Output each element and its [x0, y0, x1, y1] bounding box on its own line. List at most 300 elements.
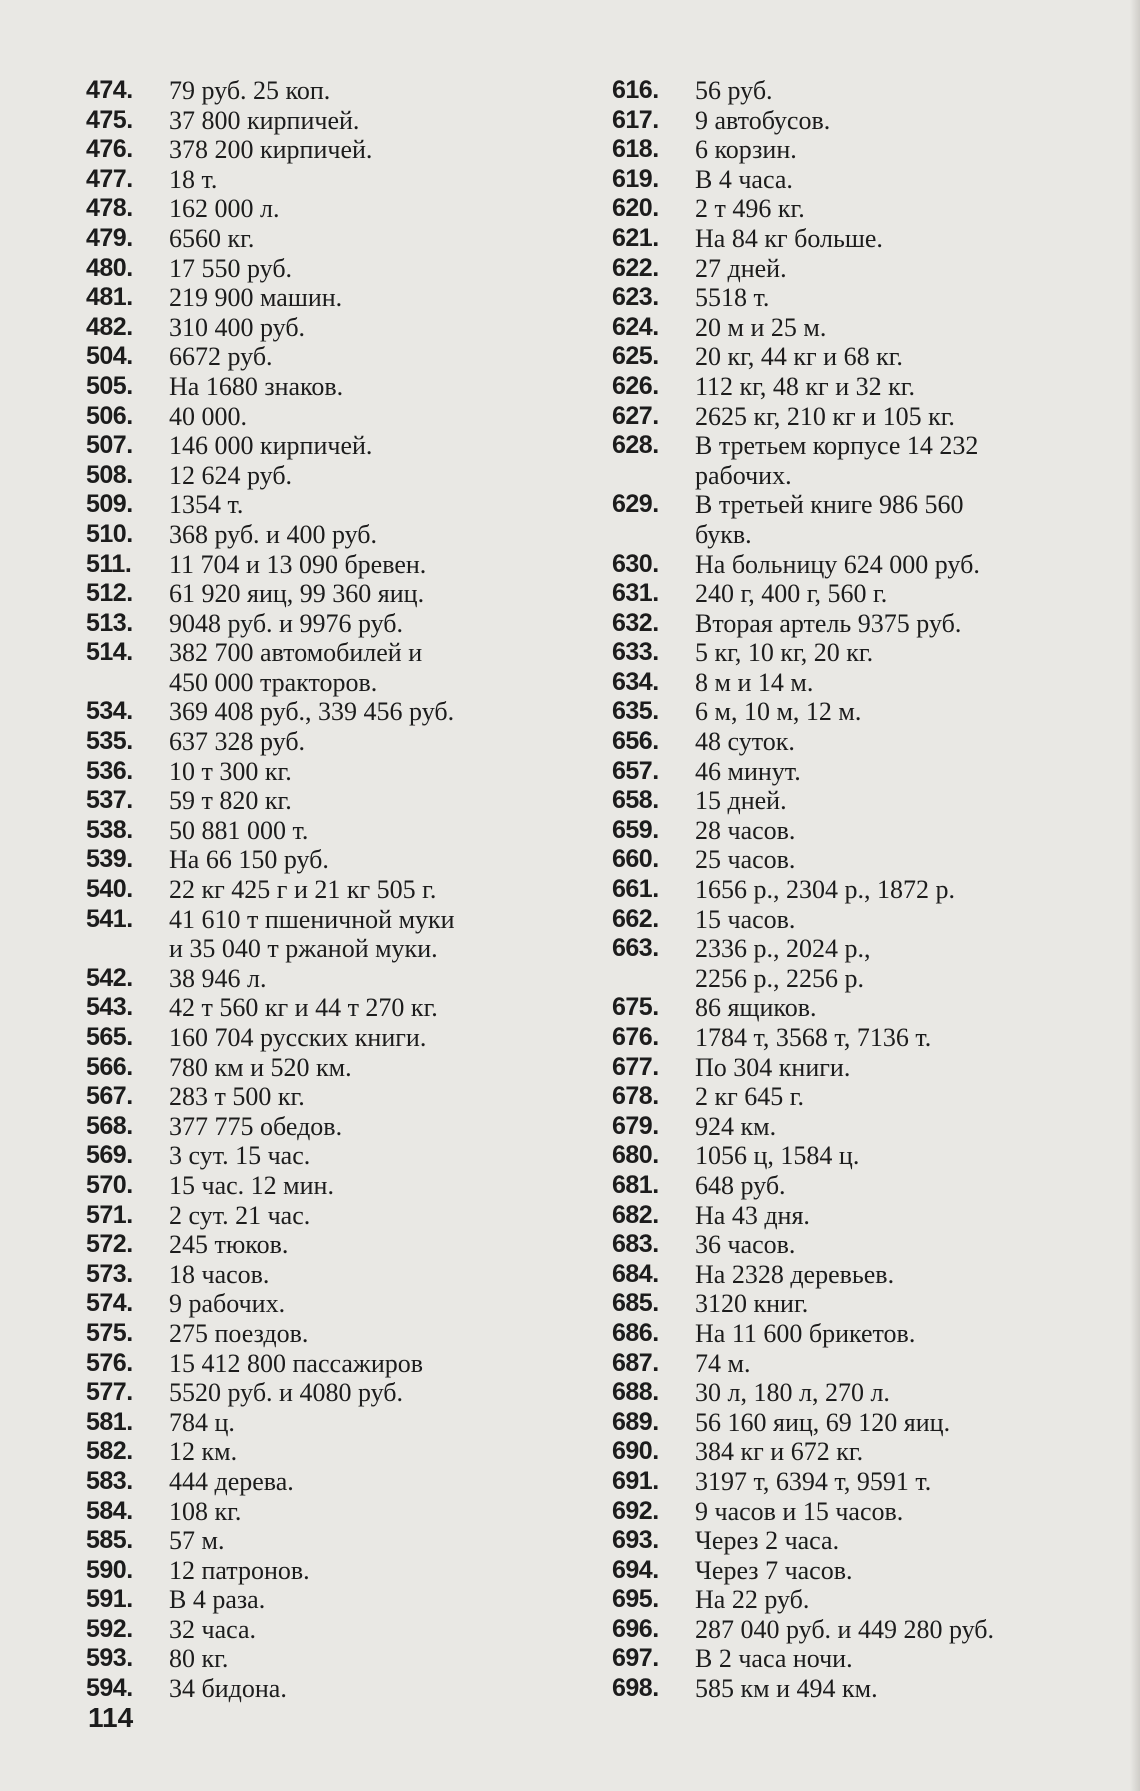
answer-entry	[612, 1112, 1092, 1142]
answer-text: По 304 книги.	[695, 1052, 851, 1082]
answer-entry	[86, 845, 556, 875]
answer-text: 3 сут. 15 час.	[169, 1141, 311, 1171]
answer-text: 12 патронов.	[169, 1555, 310, 1585]
answer-entry	[612, 1082, 1092, 1112]
answer-entry	[612, 1644, 1092, 1674]
answer-entry	[612, 638, 1092, 668]
answer-entry	[86, 697, 556, 727]
answer-text: 648 руб.	[695, 1170, 786, 1200]
problem-number: 688.	[612, 1378, 659, 1407]
answer-entry	[612, 224, 1092, 254]
answer-text: В 4 часа.	[695, 164, 793, 194]
problem-number: 680.	[612, 1141, 659, 1170]
answer-entry	[86, 1082, 556, 1112]
answer-entry	[86, 372, 556, 402]
problem-number: 692.	[612, 1496, 659, 1525]
problem-number: 628.	[612, 431, 659, 460]
answer-text: 245 тюков.	[169, 1230, 289, 1260]
answer-text: На 84 кг больше.	[695, 223, 883, 253]
answer-text: 9 часов и 15 часов.	[695, 1496, 904, 1526]
answer-text: 378 200 кирпичей.	[169, 135, 373, 165]
answer-entry	[612, 757, 1092, 787]
answer-text: 15 412 800 пассажиров	[169, 1348, 424, 1378]
answer-text: 368 руб. и 400 руб.	[169, 519, 377, 549]
problem-number: 506.	[86, 401, 133, 430]
answer-text: На 43 дня.	[695, 1200, 810, 1230]
problem-number: 571.	[86, 1200, 133, 1229]
answer-text: 5518 т.	[695, 283, 770, 313]
answer-text: 57 м.	[169, 1526, 225, 1556]
page-number: 114	[88, 1702, 134, 1733]
answer-text: 5520 руб. и 4080 руб.	[169, 1378, 403, 1408]
answer-entry	[86, 609, 556, 639]
answer-text: 9048 руб. и 9976 руб.	[169, 608, 403, 638]
answer-entry	[86, 490, 556, 520]
problem-number: 543.	[86, 993, 133, 1022]
problem-number: 663.	[612, 934, 659, 963]
answer-entry	[86, 1497, 556, 1527]
answer-text: 34 бидона.	[169, 1674, 287, 1704]
problem-number: 629.	[612, 490, 659, 519]
answer-entry	[86, 1289, 556, 1319]
answer-text: 17 550 руб.	[169, 253, 293, 283]
answer-text: 50 881 000 т.	[169, 815, 309, 845]
answer-entry	[612, 372, 1092, 402]
answer-entry	[86, 1319, 556, 1349]
problem-number: 590.	[86, 1555, 133, 1584]
answer-text: На 1680 знаков.	[169, 371, 344, 401]
answer-entry	[86, 816, 556, 846]
answer-entry	[612, 342, 1092, 372]
answer-text: 6 корзин.	[695, 135, 797, 165]
answer-entry	[86, 1437, 556, 1467]
answer-text: 42 т 560 кг и 44 т 270 кг.	[169, 993, 438, 1023]
answer-text: Через 7 часов.	[695, 1555, 853, 1585]
answer-text: 283 т 500 кг.	[169, 1082, 305, 1112]
answer-entry	[612, 1289, 1092, 1319]
answer-entry	[86, 1201, 556, 1231]
answer-text: 108 кг.	[169, 1496, 242, 1526]
answer-text: 37 800 кирпичей.	[169, 105, 360, 135]
answer-text: 637 328 руб.	[169, 727, 306, 757]
answer-entry	[86, 905, 556, 964]
problem-number: 584.	[86, 1496, 133, 1525]
answer-entry	[612, 1230, 1092, 1260]
problem-number: 476.	[86, 135, 133, 164]
answer-entry	[612, 254, 1092, 284]
answer-entry	[612, 1171, 1092, 1201]
problem-number: 681.	[612, 1170, 659, 1199]
answer-text: В 4 раза.	[169, 1585, 266, 1615]
problem-number: 594.	[86, 1674, 133, 1703]
answer-text: В третьем корпусе 14 232 рабочих.	[695, 431, 979, 490]
problem-number: 630.	[612, 549, 659, 578]
answer-entry	[86, 727, 556, 757]
answer-text: 38 946 л.	[169, 963, 267, 993]
answer-text: 112 кг, 48 кг и 32 кг.	[695, 371, 915, 401]
answer-text: 5 кг, 10 кг, 20 кг.	[695, 638, 874, 668]
answer-text: 1656 р., 2304 р., 1872 р.	[695, 875, 955, 905]
answer-entry	[86, 283, 556, 313]
answer-entry	[612, 550, 1092, 580]
problem-number: 477.	[86, 164, 133, 193]
page-edge	[1130, 0, 1140, 1791]
answer-entry	[612, 1467, 1092, 1497]
answer-text: 18 т.	[169, 164, 218, 194]
answer-text: 56 160 яиц, 69 120 яиц.	[695, 1407, 951, 1437]
answer-entry	[612, 934, 1092, 993]
answer-entry	[86, 638, 556, 697]
answer-entry	[86, 1023, 556, 1053]
answer-entry	[86, 1615, 556, 1645]
problem-number: 660.	[612, 845, 659, 874]
answer-text: 9 рабочих.	[169, 1289, 286, 1319]
problem-number: 575.	[86, 1318, 133, 1347]
answer-text: 40 000.	[169, 401, 247, 431]
problem-number: 618.	[612, 135, 659, 164]
answer-entry	[86, 194, 556, 224]
problem-number: 687.	[612, 1348, 659, 1377]
problem-number: 505.	[86, 371, 133, 400]
answer-text: 369 408 руб., 339 456 руб.	[169, 697, 455, 727]
answer-entry	[86, 1408, 556, 1438]
answer-entry	[86, 224, 556, 254]
answer-entry	[86, 1349, 556, 1379]
problem-number: 511.	[86, 549, 132, 578]
answer-entry	[612, 135, 1092, 165]
answer-text: 924 км.	[695, 1111, 777, 1141]
problem-number: 539.	[86, 845, 133, 874]
problem-number: 622.	[612, 253, 659, 282]
problem-number: 656.	[612, 727, 659, 756]
problem-number: 577.	[86, 1378, 133, 1407]
problem-number: 631.	[612, 579, 659, 608]
answers-column-left	[86, 76, 556, 1704]
answer-text: 59 т 820 кг.	[169, 786, 292, 816]
answer-text: На 2328 деревьев.	[695, 1259, 895, 1289]
problem-number: 581.	[86, 1407, 133, 1436]
problem-number: 617.	[612, 105, 659, 134]
problem-number: 684.	[612, 1259, 659, 1288]
answer-text: 8 м и 14 м.	[695, 667, 814, 697]
problem-number: 694.	[612, 1555, 659, 1584]
answer-entry	[612, 431, 1092, 490]
problem-number: 633.	[612, 638, 659, 667]
answer-entry	[612, 1141, 1092, 1171]
answer-text: 20 м и 25 м.	[695, 312, 827, 342]
problem-number: 676.	[612, 1023, 659, 1051]
problem-number: 504.	[86, 342, 133, 371]
answer-entry	[86, 1378, 556, 1408]
answer-entry	[86, 1585, 556, 1615]
problem-number: 512.	[86, 579, 133, 608]
answer-entry	[86, 757, 556, 787]
problem-number: 690.	[612, 1437, 659, 1466]
problem-number: 625.	[612, 342, 659, 371]
problem-number: 592.	[86, 1614, 133, 1643]
answer-text: 146 000 кирпичей.	[169, 431, 373, 461]
answer-entry	[612, 1378, 1092, 1408]
answer-text: На 11 600 брикетов.	[695, 1318, 916, 1348]
answer-entry	[612, 1349, 1092, 1379]
answer-text: 2 сут. 21 час.	[169, 1200, 311, 1230]
problem-number: 576.	[86, 1348, 133, 1377]
problem-number: 583.	[86, 1466, 133, 1495]
answer-text: 2 кг 645 г.	[695, 1082, 805, 1112]
problem-number: 657.	[612, 756, 659, 785]
answer-entry	[612, 786, 1092, 816]
answer-entry	[86, 1644, 556, 1674]
problem-number: 569.	[86, 1141, 133, 1170]
problem-number: 574.	[86, 1289, 133, 1318]
answer-entry	[86, 964, 556, 994]
problem-number: 658.	[612, 786, 659, 815]
problem-number: 534.	[86, 697, 133, 726]
answer-text: 12 624 руб.	[169, 460, 293, 490]
problem-number: 540.	[86, 875, 133, 904]
answer-text: 2625 кг, 210 кг и 105 кг.	[695, 401, 955, 431]
problem-number: 621.	[612, 223, 659, 252]
problem-number: 591.	[86, 1585, 133, 1614]
answer-entry	[86, 1141, 556, 1171]
answer-text: 1056 ц, 1584 ц.	[695, 1141, 860, 1171]
problem-number: 475.	[86, 105, 133, 134]
answer-text: 25 часов.	[695, 845, 796, 875]
problem-number: 627.	[612, 401, 659, 430]
answer-entry	[612, 579, 1092, 609]
answers-column-right	[612, 76, 1092, 1704]
answer-entry	[612, 816, 1092, 846]
answer-text: 780 км и 520 км.	[169, 1052, 352, 1082]
answer-text: 784 ц.	[169, 1407, 235, 1437]
answer-entry	[612, 1023, 1092, 1053]
problem-number: 536.	[86, 756, 133, 785]
problem-number: 513.	[86, 608, 133, 637]
answer-text: 61 920 яиц, 99 360 яиц.	[169, 579, 425, 609]
answer-text: На 66 150 руб.	[169, 845, 329, 875]
answer-entry	[612, 1615, 1092, 1645]
answer-entry	[612, 697, 1092, 727]
answer-text: На 22 руб.	[695, 1585, 810, 1615]
problem-number: 619.	[612, 164, 659, 193]
answer-entry	[86, 786, 556, 816]
answer-text: На больницу 624 000 руб.	[695, 549, 980, 579]
answer-text: 382 700 автомобилей и 450 000 тракторов.	[169, 638, 423, 697]
answer-text: В 2 часа ночи.	[695, 1644, 853, 1674]
answer-text: 27 дней.	[695, 253, 787, 283]
answer-entry	[86, 165, 556, 195]
answer-entry	[612, 668, 1092, 698]
answer-text: 6672 руб.	[169, 342, 273, 372]
answer-text: 28 часов.	[695, 815, 796, 845]
answer-entry	[86, 461, 556, 491]
answer-entry	[86, 1053, 556, 1083]
answer-text: 3120 книг.	[695, 1289, 809, 1319]
answer-text: 79 руб. 25 коп.	[169, 76, 331, 105]
answer-entry	[612, 165, 1092, 195]
problem-number: 585.	[86, 1526, 133, 1555]
problem-number: 508.	[86, 460, 133, 489]
answer-text: 2 т 496 кг.	[695, 194, 805, 224]
answer-entry	[86, 1230, 556, 1260]
problem-number: 696.	[612, 1614, 659, 1643]
answer-entry	[612, 1053, 1092, 1083]
answer-text: 80 кг.	[169, 1644, 229, 1674]
answer-text: Через 2 часа.	[695, 1526, 840, 1556]
answer-text: 30 л, 180 л, 270 л.	[695, 1378, 890, 1408]
answer-entry	[612, 1585, 1092, 1615]
problem-number: 679.	[612, 1111, 659, 1140]
problem-number: 566.	[86, 1052, 133, 1081]
answer-text: 9 автобусов.	[695, 105, 831, 135]
problem-number: 623.	[612, 283, 659, 312]
answer-entry	[612, 1260, 1092, 1290]
answer-entry	[86, 135, 556, 165]
answer-entry	[86, 342, 556, 372]
answer-text: 56 руб.	[695, 76, 773, 105]
answer-text: 74 м.	[695, 1348, 751, 1378]
answer-text: 1784 т, 3568 т, 7136 т.	[695, 1023, 932, 1052]
answer-entry	[86, 254, 556, 284]
problem-number: 573.	[86, 1259, 133, 1288]
answer-entry	[86, 1112, 556, 1142]
problem-number: 568.	[86, 1111, 133, 1140]
answer-entry	[612, 905, 1092, 935]
answer-entry	[86, 76, 556, 106]
problem-number: 662.	[612, 904, 659, 933]
answer-text: 15 часов.	[695, 904, 796, 934]
problem-number: 582.	[86, 1437, 133, 1466]
problem-number: 593.	[86, 1644, 133, 1673]
answer-text: 15 дней.	[695, 786, 787, 816]
problem-number: 677.	[612, 1052, 659, 1081]
answer-text: 22 кг 425 г и 21 кг 505 г.	[169, 875, 437, 905]
answer-entry	[612, 727, 1092, 757]
problem-number: 678.	[612, 1082, 659, 1111]
answer-text: 18 часов.	[169, 1259, 270, 1289]
problem-number: 514.	[86, 638, 133, 667]
problem-number: 572.	[86, 1230, 133, 1259]
answer-text: 2336 р., 2024 р., 2256 р., 2256 р.	[695, 934, 871, 993]
answer-text: 287 040 руб. и 449 280 руб.	[695, 1614, 994, 1644]
problem-number: 480.	[86, 253, 133, 282]
problem-number: 691.	[612, 1466, 659, 1495]
answer-text: 162 000 л.	[169, 194, 280, 224]
answer-text: 36 часов.	[695, 1230, 796, 1260]
problem-number: 661.	[612, 875, 659, 904]
problem-number: 632.	[612, 608, 659, 637]
answer-entry	[612, 1497, 1092, 1527]
answer-entry	[86, 1526, 556, 1556]
answer-entry	[612, 1408, 1092, 1438]
answer-text: 41 610 т пшеничной муки и 35 040 т ржаной муки.	[169, 904, 455, 964]
answer-entry	[612, 106, 1092, 136]
answer-entry	[612, 1556, 1092, 1586]
answer-entry	[612, 1526, 1092, 1556]
answer-text: 86 ящиков.	[695, 993, 817, 1023]
answer-entry	[86, 106, 556, 136]
problem-number: 535.	[86, 727, 133, 756]
answer-entry	[612, 1319, 1092, 1349]
problem-number: 509.	[86, 490, 133, 519]
problem-number: 683.	[612, 1230, 659, 1259]
problem-number: 507.	[86, 431, 133, 460]
answer-text: 48 суток.	[695, 727, 795, 757]
answer-entry	[86, 579, 556, 609]
answer-text: 275 поездов.	[169, 1318, 309, 1348]
answer-entry	[612, 1201, 1092, 1231]
problem-number: 675.	[612, 993, 659, 1022]
answer-text: 11 704 и 13 090 бревен.	[169, 549, 427, 579]
problem-number: 565.	[86, 1023, 133, 1051]
answer-text: В третьей книге 986 560 букв.	[695, 490, 964, 549]
answer-text: 15 час. 12 мин.	[169, 1170, 334, 1200]
answer-entry	[612, 875, 1092, 905]
answer-text: 3197 т, 6394 т, 9591 т.	[695, 1466, 932, 1496]
problem-number: 624.	[612, 312, 659, 341]
problem-number: 541.	[86, 904, 133, 933]
problem-number: 482.	[86, 312, 133, 341]
problem-number: 659.	[612, 815, 659, 844]
answer-entry	[86, 402, 556, 432]
answer-text: 585 км и 494 км.	[695, 1674, 878, 1704]
answer-entry	[86, 1556, 556, 1586]
problem-number: 698.	[612, 1674, 659, 1703]
answer-entry	[612, 609, 1092, 639]
answer-entry	[86, 875, 556, 905]
problem-number: 697.	[612, 1644, 659, 1673]
problem-number: 620.	[612, 194, 659, 223]
answer-entry	[86, 431, 556, 461]
answer-text: 46 минут.	[695, 756, 801, 786]
answer-entry	[612, 194, 1092, 224]
problem-number: 537.	[86, 786, 133, 815]
problem-number: 689.	[612, 1407, 659, 1436]
answer-entry	[86, 313, 556, 343]
answer-entry	[612, 845, 1092, 875]
answer-entry	[612, 283, 1092, 313]
answer-text: 20 кг, 44 кг и 68 кг.	[695, 342, 903, 372]
answer-entry	[86, 993, 556, 1023]
problem-number: 693.	[612, 1526, 659, 1555]
problem-number: 682.	[612, 1200, 659, 1229]
answer-entry	[612, 313, 1092, 343]
problem-number: 695.	[612, 1585, 659, 1614]
problem-number: 478.	[86, 194, 133, 223]
answer-text: 444 дерева.	[169, 1466, 294, 1496]
problem-number: 479.	[86, 223, 133, 252]
answer-text: 219 900 машин.	[169, 283, 343, 313]
answer-text: 160 704 русских книги.	[169, 1023, 427, 1052]
answer-entry	[612, 1674, 1092, 1704]
answer-entry	[612, 402, 1092, 432]
answer-entry	[86, 550, 556, 580]
problem-number: 635.	[612, 697, 659, 726]
answer-text: 32 часа.	[169, 1614, 257, 1644]
answer-text: 240 г, 400 г, 560 г.	[695, 579, 888, 609]
problem-number: 685.	[612, 1289, 659, 1318]
problem-number: 474.	[86, 76, 133, 104]
answer-text: 12 км.	[169, 1437, 238, 1467]
problem-number: 570.	[86, 1170, 133, 1199]
answer-text: 384 кг и 672 кг.	[695, 1437, 864, 1467]
problem-number: 542.	[86, 963, 133, 992]
problem-number: 538.	[86, 815, 133, 844]
answer-text: 1354 т.	[169, 490, 244, 520]
problem-number: 567.	[86, 1082, 133, 1111]
answer-entry	[86, 1674, 556, 1704]
answer-entry	[86, 1260, 556, 1290]
